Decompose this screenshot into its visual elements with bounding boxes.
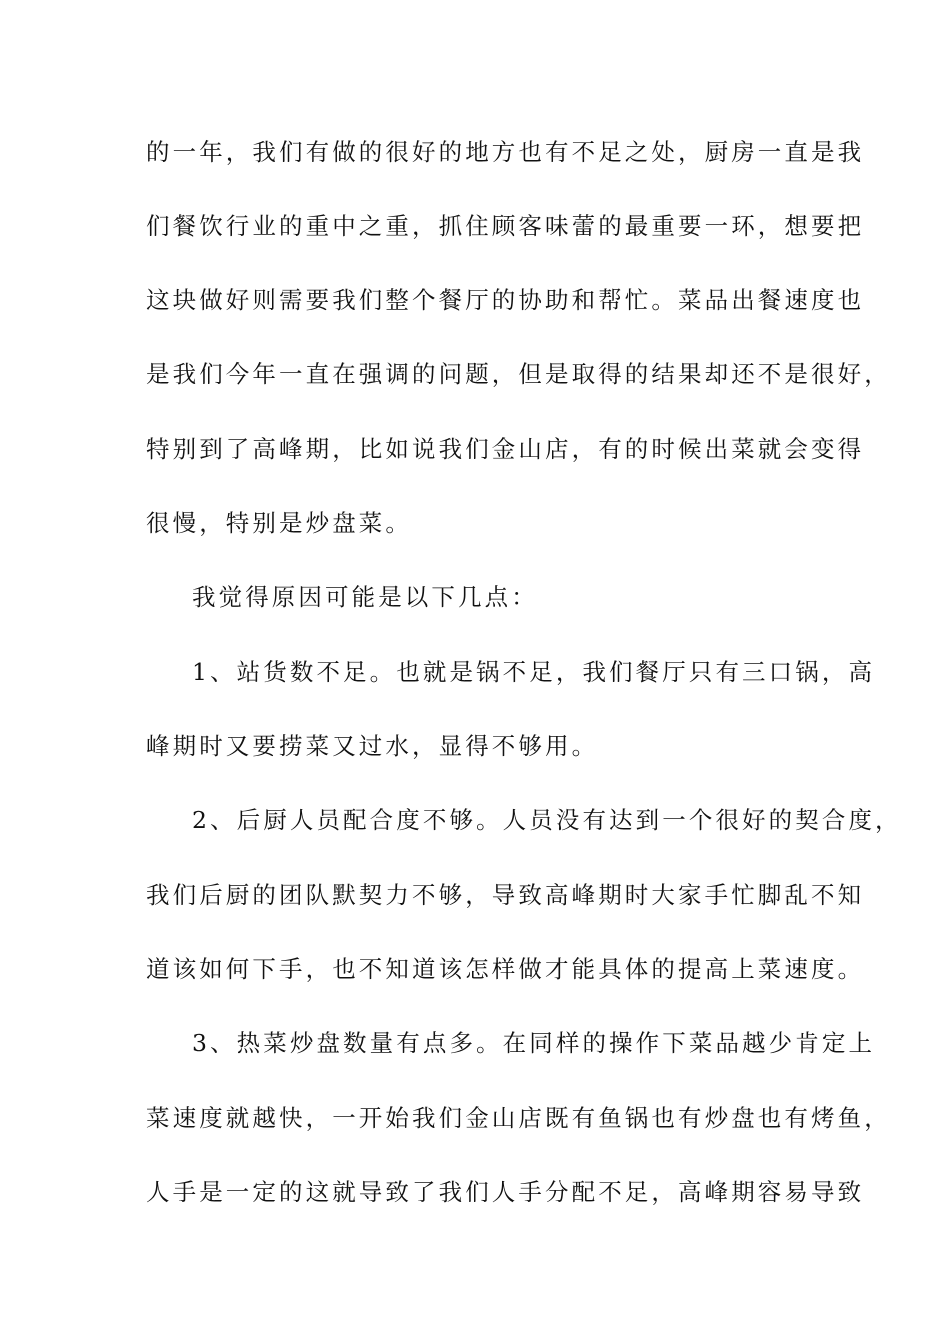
text-line: 菜速度就越快，一开始我们金山店既有鱼锅也有炒盘也有烤鱼， <box>146 1104 891 1132</box>
text-line: 峰期时又要捞菜又过水，显得不够用。 <box>146 732 599 760</box>
text-line: 们餐饮行业的重中之重，抓住顾客味蕾的最重要一环，想要把 <box>146 212 865 240</box>
text-line: 1、站货数不足。也就是锅不足，我们餐厅只有三口锅，高 <box>192 658 876 686</box>
text-line: 人手是一定的这就导致了我们人手分配不足，高峰期容易导致 <box>146 1178 865 1206</box>
text-line: 2、后厨人员配合度不够。人员没有达到一个很好的契合度， <box>192 806 902 834</box>
text-line: 我觉得原因可能是以下几点： <box>192 583 538 611</box>
text-line: 的一年，我们有做的很好的地方也有不足之处，厨房一直是我 <box>146 138 865 166</box>
text-line: 特别到了高峰期，比如说我们金山店，有的时候出菜就会变得 <box>146 435 865 463</box>
text-line: 道该如何下手，也不知道该怎样做才能具体的提高上菜速度。 <box>146 955 865 983</box>
text-line: 这块做好则需要我们整个餐厅的协助和帮忙。菜品出餐速度也 <box>146 286 865 314</box>
text-line: 我们后厨的团队默契力不够，导致高峰期时大家手忙脚乱不知 <box>146 881 865 909</box>
text-line: 是我们今年一直在强调的问题，但是取得的结果却还不是很好， <box>146 360 891 388</box>
text-line: 3、热菜炒盘数量有点多。在同样的操作下菜品越少肯定上 <box>192 1029 876 1057</box>
text-line: 很慢，特别是炒盘菜。 <box>146 509 412 537</box>
